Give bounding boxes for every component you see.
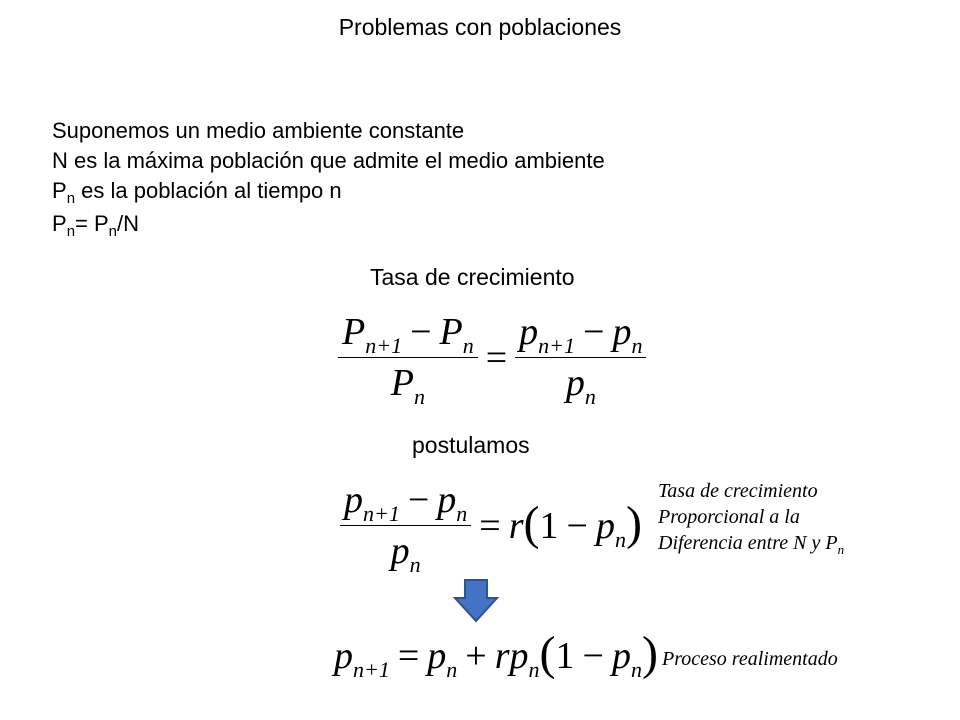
feedback-note: Proceso realimentado	[662, 648, 838, 670]
fraction-postulate: $\frac{p_{n+1} - p_n}{p_n}$	[340, 478, 471, 573]
note-line-3-main: Diferencia entre N y P	[658, 532, 838, 554]
assumption-line-1: Suponemos un medio ambiente constante	[52, 118, 465, 143]
assumption-line-4-mid: = P	[75, 211, 109, 236]
assumption-line-3	[52, 176, 605, 209]
assumption-line-4-sub2: n	[108, 223, 118, 240]
assumption-line-3-p: P	[52, 178, 67, 203]
note-line-3-sub: n	[837, 542, 845, 557]
fraction-lower-p: $\frac{p_{n+1} - p_n}{p_n}$	[515, 310, 646, 405]
feedback-equation: $p_{n+1}$ = $p_n$ + $rp_n$ ( 1 − $p_n$ )	[334, 627, 658, 682]
down-arrow-icon	[452, 578, 500, 624]
note-line-3	[658, 530, 844, 558]
postulate-equation: $\frac{p_{n+1} - p_n}{p_n}$ = r ( 1 − $p_n$ )	[340, 478, 642, 573]
fraction-capital-p: $\frac{P_{n+1} - P_n}{P_n}$	[338, 310, 478, 405]
postulate-heading: postulamos	[412, 432, 530, 458]
growth-rate-equation: $\frac{P_{n+1} - P_n}{P_n}$ = $\frac{p_{n+1} - p_n}{p_n}$	[338, 310, 646, 405]
assumption-line-3-sub: n	[66, 190, 76, 207]
note-line-2: Proporcional a la	[658, 506, 800, 528]
growth-rate-note	[658, 478, 844, 558]
assumption-line-2: N es la máxima población que admite el medio ambiente	[52, 148, 605, 173]
assumption-line-4-end: /N	[117, 211, 140, 236]
assumption-line-4-sub1: n	[66, 223, 76, 240]
growth-rate-heading: Tasa de crecimiento	[370, 264, 575, 290]
assumptions-block	[52, 116, 605, 242]
assumption-line-4	[52, 209, 605, 242]
assumption-line-4-p1: P	[52, 211, 67, 236]
assumption-line-3-rest: es la población al tiempo n	[75, 178, 342, 203]
page-title: Problemas con poblaciones	[338, 14, 622, 40]
note-line-1: Tasa de crecimiento	[658, 480, 818, 502]
